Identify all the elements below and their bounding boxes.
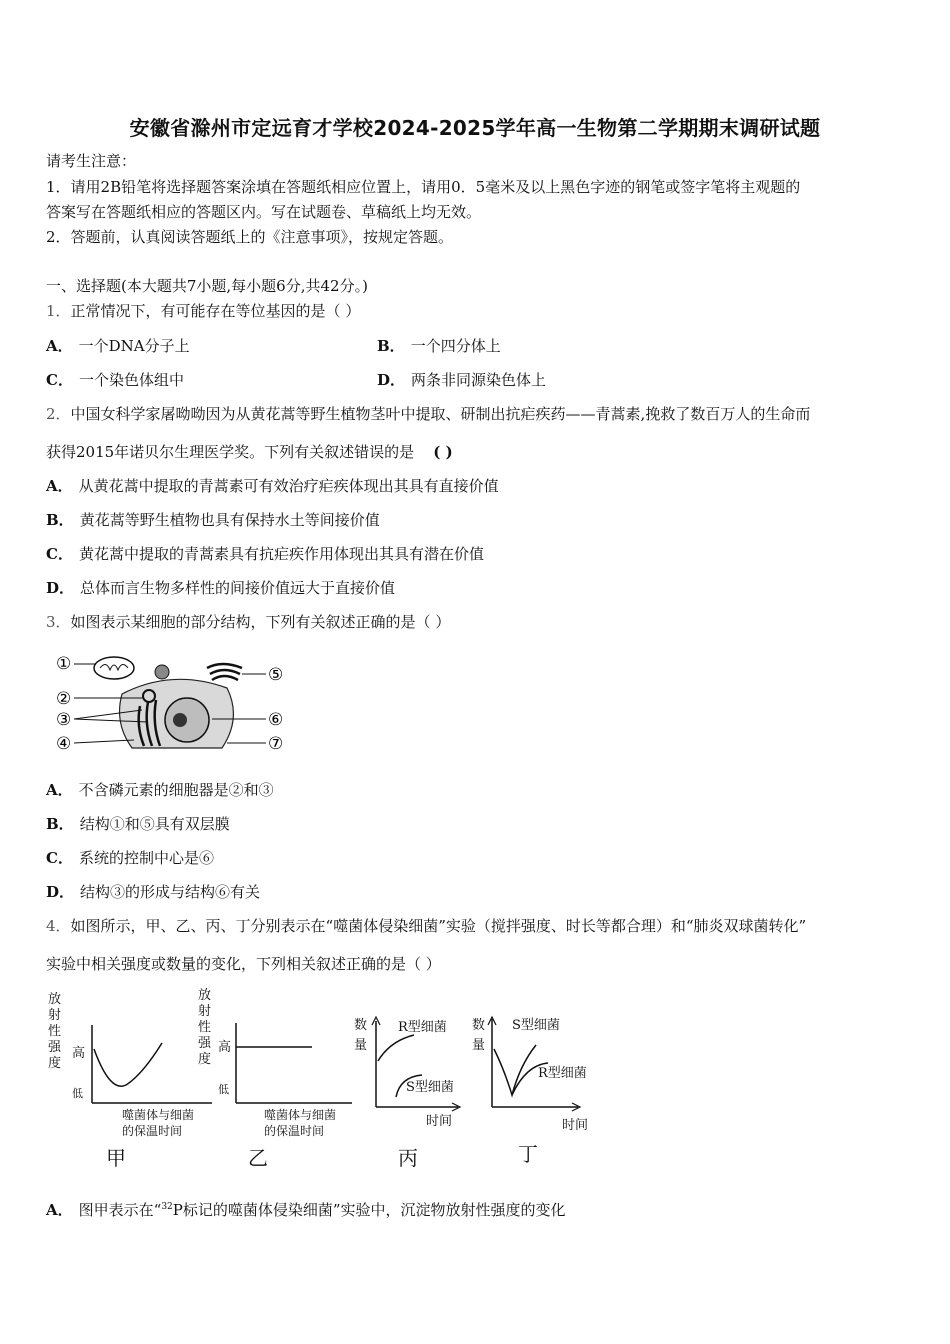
svg-text:放: 放 (198, 988, 212, 1003)
svg-text:强: 强 (48, 1040, 62, 1055)
svg-text:放: 放 (48, 992, 62, 1007)
question-2-stem-cont: 获得2015年诺贝尔生理医学奖。下列有关叙述错误的是 ( ) (46, 443, 453, 461)
svg-text:度: 度 (48, 1056, 62, 1071)
question-3-stem: 3．如图表示某细胞的部分结构，下列有关叙述正确的是（ ） (46, 613, 451, 631)
svg-text:高: 高 (218, 1040, 232, 1055)
ribosome-cluster (155, 665, 169, 679)
label-2: ② (56, 689, 72, 709)
golgi-apparatus (207, 664, 242, 680)
section-heading: 一、选择题(本大题共7小题,每小题6分,共42分。) (46, 277, 368, 295)
svg-text:高: 高 (72, 1046, 86, 1061)
caption-jia: 甲 (106, 1146, 126, 1170)
option-d: D． 总体而言生物多样性的间接价值远大于直接价值 (46, 579, 396, 597)
question-number: 3． (46, 613, 71, 631)
question-4-stem-cont: 实验中相关强度或数量的变化，下列相关叙述正确的是（ ） (46, 955, 441, 973)
svg-text:量: 量 (472, 1038, 486, 1053)
svg-text:噬菌体与细菌: 噬菌体与细菌 (264, 1108, 337, 1122)
svg-text:噬菌体与细菌: 噬菌体与细菌 (122, 1108, 195, 1122)
cell-structure-figure (52, 648, 292, 756)
caption-bing: 丙 (398, 1146, 418, 1170)
question-4-stem: 4．如图所示，甲、乙、丙、丁分别表示在“噬菌体侵染细菌”实验（搅拌强度、时长等都合理）和“肺炎双球菌转化” (46, 917, 807, 935)
svg-text:R型细菌: R型细菌 (538, 1066, 587, 1081)
notice-item: 2．答题前，认真阅读答题纸上的《注意事项》，按规定答题。 (46, 228, 454, 246)
option-b: B． 结构①和⑤具有双层膜 (46, 815, 230, 833)
svg-text:射: 射 (198, 1004, 212, 1019)
graph-bing-r-curve (378, 1035, 414, 1061)
caption-yi: 乙 (248, 1146, 268, 1170)
svg-text:R型细菌: R型细菌 (398, 1020, 447, 1035)
option-c: C． 黄花蒿中提取的青蒿素具有抗疟疾作用体现出其具有潜在价值 (46, 545, 484, 563)
label-3: ③ (56, 710, 72, 730)
option-c: C． 一个染色体组中 (46, 371, 184, 389)
option-b: B． 一个四分体上 (377, 337, 501, 355)
svg-text:S型细菌: S型细菌 (512, 1018, 560, 1033)
option-b: B． 黄花蒿等野生植物也具有保持水土等间接价值 (46, 511, 380, 529)
label-1: ① (56, 654, 72, 674)
label-4: ④ (56, 734, 72, 754)
question-number: 1． (46, 302, 71, 320)
svg-text:性: 性 (48, 1024, 62, 1039)
option-a: A． 不含磷元素的细胞器是②和③ (46, 781, 274, 799)
svg-text:的保温时间: 的保温时间 (264, 1124, 325, 1138)
option-d: D． 结构③的形成与结构⑥有关 (46, 883, 261, 901)
graph-jia-curve (94, 1043, 162, 1086)
question-number: 2． (46, 405, 71, 423)
option-a: A． 图甲表示在“$^{32}$P标记的噬菌体侵染细菌”实验中，沉淀物放射性强度的变化 (46, 1201, 566, 1219)
svg-text:时间: 时间 (426, 1114, 453, 1129)
svg-text:S型细菌: S型细菌 (406, 1080, 454, 1095)
nucleolus (173, 713, 187, 727)
notice-item: 答案写在答题纸相应的答题区内。写在试题卷、草稿纸上均无效。 (46, 203, 482, 221)
svg-text:数: 数 (354, 1018, 368, 1033)
exam-title: 安徽省滁州市定远育才学校2024-2025学年高一生物第二学期期末调研试题 (129, 116, 821, 140)
caption-ding: 丁 (518, 1142, 538, 1166)
option-a: A． 从黄花蒿中提取的青蒿素可有效治疗疟疾体现出其具有直接价值 (46, 477, 499, 495)
option-c: C． 系统的控制中心是⑥ (46, 849, 214, 867)
question-2-stem: 2．中国女科学家屠呦呦因为从黄花蒿等野生植物茎叶中提取、研制出抗疟疾药——青蒿素,挽救了数百万人的生命而 (46, 405, 811, 423)
label-7: ⑦ (268, 734, 284, 754)
svg-text:时间: 时间 (562, 1118, 589, 1133)
svg-text:量: 量 (354, 1038, 368, 1053)
svg-text:性: 性 (198, 1020, 212, 1035)
question-number: 4． (46, 917, 71, 935)
svg-text:射: 射 (48, 1008, 62, 1023)
notice-item: 1．请用2B铅笔将选择题答案涂填在答题纸相应位置上，请用0．5毫米及以上黑色字迹的钢笔或签字笔将主观题的 (46, 178, 801, 196)
svg-text:低: 低 (72, 1087, 83, 1100)
svg-text:低: 低 (218, 1083, 229, 1096)
label-6: ⑥ (268, 710, 284, 730)
svg-text:度: 度 (198, 1052, 212, 1067)
option-a: A． 一个DNA分子上 (46, 337, 190, 355)
svg-text:的保温时间: 的保温时间 (122, 1124, 183, 1138)
svg-text:强: 强 (198, 1036, 212, 1051)
notice-heading: 请考生注意： (46, 152, 137, 170)
question-1-stem: 1．正常情况下，有可能存在等位基因的是（ ） (46, 302, 361, 320)
q4-graphs-figure (42, 985, 622, 1175)
option-d: D． 两条非同源染色体上 (377, 371, 547, 389)
label-5: ⑤ (268, 665, 284, 685)
svg-text:数: 数 (472, 1018, 486, 1033)
